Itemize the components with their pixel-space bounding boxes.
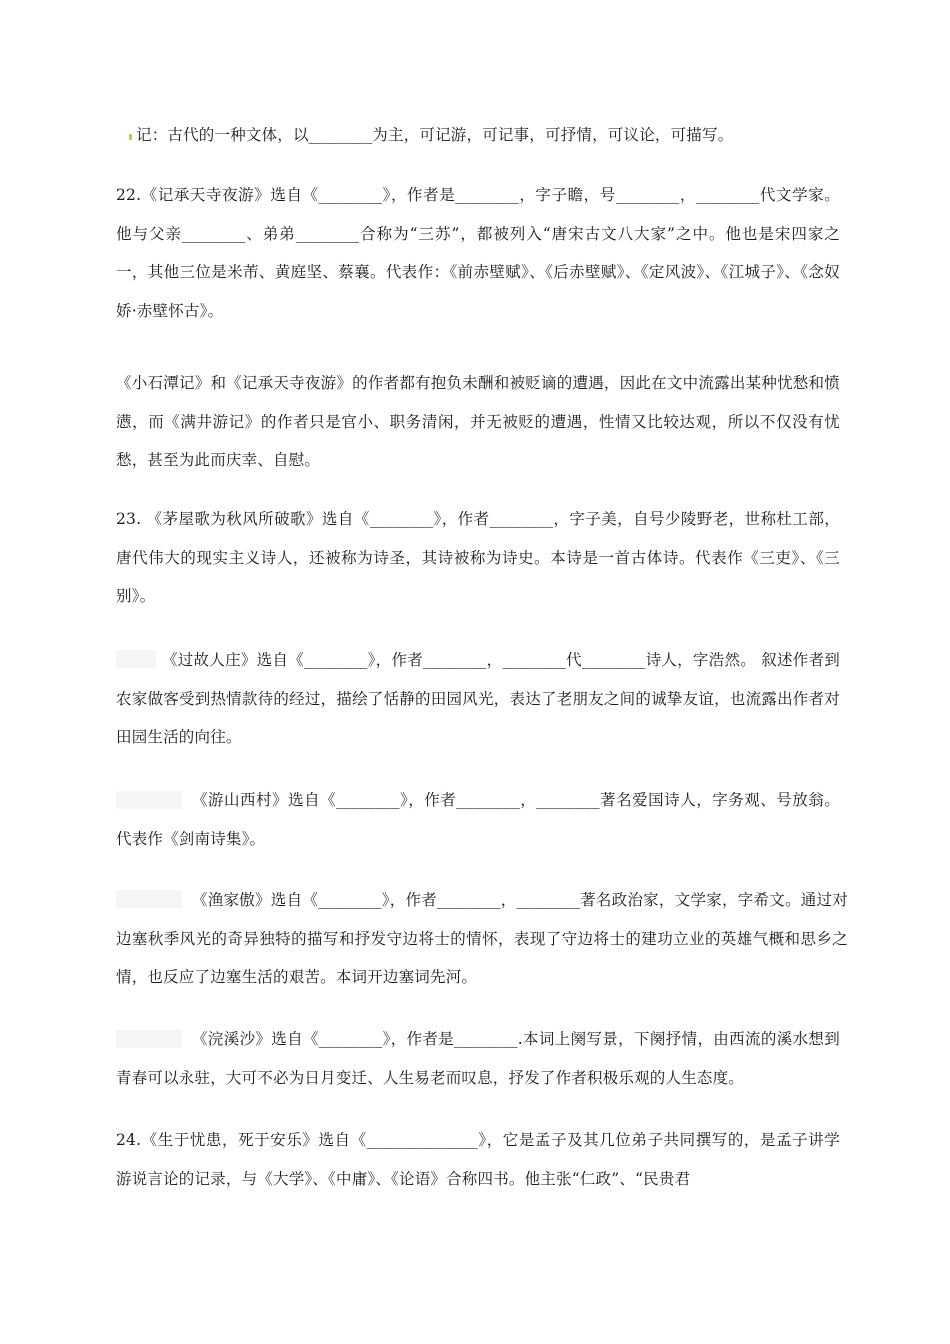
paragraph-huan-xi-sha: 《浣溪沙》选自《________》，作者是________.本词上阕写景，下阕抒情，由西流的溪水想到青春可以永驻，大可不必为日月变迁、人生易老而叹息，抒发了作者积极乐观的人生态度。 (116, 1030, 840, 1087)
paragraph-ji-definition: 记：古代的一种文体，以________为主，可记游，可记事，可抒情，可议论，可描写。 (136, 126, 734, 144)
highlight-mark (129, 134, 132, 140)
paragraph-q22: 22.《记承天寺夜游》选自《________》，作者是________，字子瞻，号________，________代文学家。他与父亲________、弟弟________合称为“三苏”，都被列入“唐宋古文八大家”之中。他也是宋四家之一，其他三位是米芾、黄庭坚、蔡襄。代表作：《前赤壁赋》、《后赤壁赋》、《定风波》、《江城子》、《念奴娇·赤壁怀古》。 (116, 186, 840, 320)
paragraph-guo-gu-ren-zhuang: 《过故人庄》选自《________》，作者________，________代________诗人，字浩然。 叙述作者到农家做客受到热情款待的经过，描绘了恬静的田园风光，表达了老朋友之间的诚挚友谊，也流露出作者对田园生活的向往。 (116, 651, 840, 746)
paragraph-q23: 23. 《茅屋歌为秋风所破歌》选自《________》，作者________，字子美，自号少陵野老，世称杜工部，唐代伟大的现实主义诗人，还被称为诗圣，其诗被称为诗史。本诗是一首古体诗。代表作《三吏》、《三别》。 (116, 510, 840, 605)
paragraph-q24: 24.《生于忧患，死于安乐》选自《______________》，它是孟子及其几位弟子共同撰写的，是孟子讲学游说言论的记录，与《大学》、《中庸》、《论语》合称四书。他主张“仁政”、“民贵君 (116, 1131, 840, 1188)
paragraph-you-shan-xi-cun: 《游山西村》选自《________》，作者________，________著名爱国诗人，字务观、号放翁。代表作《剑南诗集》。 (116, 791, 840, 848)
paragraph-yu-jia-ao: 《渔家傲》选自《________》，作者________，________著名政治家，文学家，字希文。通过对边塞秋季风光的奇异独特的描写和抒发守边将士的情怀，表现了守边将士的建功立业的英雄气概和思乡之情，也反应了边塞生活的艰苦。本词开边塞词先河。 (116, 891, 848, 986)
paragraph-comparison: 《小石潭记》和《记承天寺夜游》的作者都有抱负未酬和被贬谪的遭遇，因此在文中流露出某种忧愁和愤懑，而《满井游记》的作者只是官小、职务清闲，并无被贬的遭遇，性情又比较达观，所以不仅没有忧愁，甚至为此而庆幸、自慰。 (116, 374, 840, 469)
